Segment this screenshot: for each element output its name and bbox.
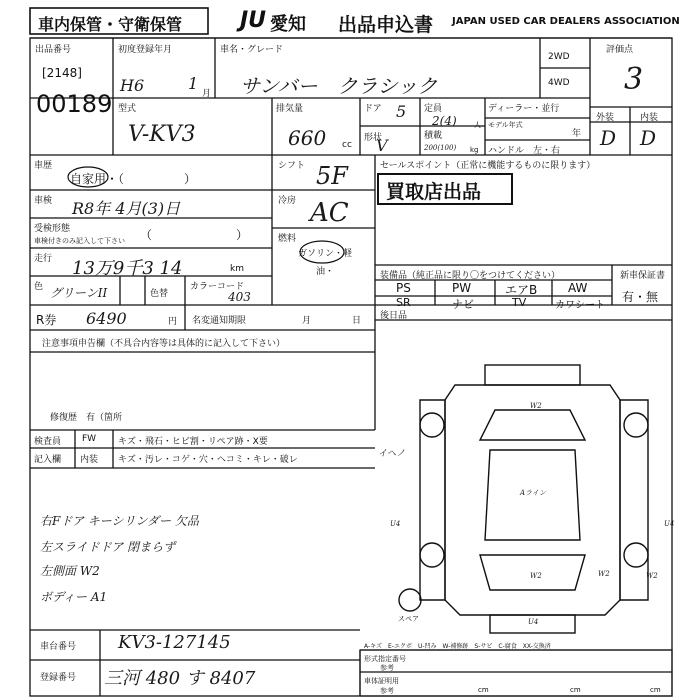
model-year-label: モデル年式: [488, 121, 523, 129]
diagram-mark-w2-top: W2: [530, 402, 542, 410]
ju-logo: JU: [240, 8, 267, 33]
acceptance-value: （ ）: [140, 228, 249, 242]
drive-2wd: 2WD: [548, 52, 570, 62]
note-line-1: 右Fドア キーシリンダー 欠品: [40, 514, 199, 528]
capacity-value: 2(4): [432, 114, 457, 128]
later-items-label: 後日品: [380, 311, 408, 321]
model-label: 型式: [118, 104, 137, 114]
listing-number: 00189: [36, 90, 113, 118]
inspection-label: 車検: [34, 196, 53, 206]
storage-label: 車内保管・守衛保管: [38, 15, 183, 34]
listing-number-label: 出品番号: [35, 45, 72, 55]
inspector-hw-note: イヘノ: [378, 449, 406, 459]
listing-bracket: [2148]: [42, 66, 82, 80]
diagram-mark-w2-rear: W2: [530, 572, 542, 580]
load-unit: kg: [470, 146, 479, 154]
mileage-unit: km: [230, 264, 244, 274]
spare-tire-label: スペア: [398, 615, 419, 623]
diagram-mark-u4-rear: U4: [528, 618, 539, 626]
interior-label: 内装: [640, 113, 659, 123]
handle-label: ハンドル 左・右: [488, 146, 561, 156]
first-reg-unit: 月: [202, 89, 212, 99]
plate-value: 三河 480 す 8407: [104, 668, 256, 689]
chassis-label: 車台番号: [40, 642, 77, 652]
name-change-day: 日: [352, 316, 362, 326]
equip-tv: TV: [512, 296, 527, 309]
color-code-label: カラーコード: [190, 282, 245, 292]
cm-2: cm: [570, 686, 581, 694]
ac-label: 冷房: [278, 196, 297, 206]
capacity-unit: 人: [474, 121, 481, 129]
fw-label: FW: [82, 434, 97, 444]
grade-label: 評価点: [606, 45, 634, 55]
equip-pw: PW: [452, 281, 472, 295]
displacement-unit: cc: [342, 140, 352, 150]
acceptance-note: 車検付きのみ記入して下さい: [34, 237, 125, 245]
color-change-label: 色替: [150, 289, 169, 299]
model-value: V-KV3: [128, 122, 196, 147]
load-value: 200(100): [424, 144, 457, 152]
equip-leather: カワシート: [555, 300, 605, 311]
car-name-value: サンバー クラシック: [240, 74, 438, 98]
cm-1: cm: [478, 686, 489, 694]
name-change-month: 月: [302, 316, 312, 326]
first-reg-month: 1: [188, 74, 199, 93]
warranty-value: 有・無: [622, 290, 659, 304]
drive-4wd: 4WD: [548, 78, 570, 88]
form-number-label: 形式指定番号: [364, 655, 406, 663]
load-label: 積載: [424, 131, 443, 141]
doors-label: ドア: [364, 104, 382, 114]
history-label: 車歴: [34, 161, 53, 171]
acceptance-label: 受検形態: [34, 224, 71, 234]
dealer-label: ディーラー・並行: [488, 104, 560, 114]
fw-text: キズ・飛石・ヒビ割・リペア跡・X要: [118, 437, 268, 447]
diagram-mark-w2-rr: W2: [598, 570, 610, 578]
inspector-entry-label: 記入欄: [34, 455, 62, 465]
note-line-4: ボディー A1: [40, 590, 108, 604]
fuel-options: ガソリン・軽油・: [297, 249, 352, 277]
displacement-label: 排気量: [276, 104, 304, 114]
shift-label: シフト: [278, 161, 306, 171]
shape-label: 形状: [364, 133, 383, 143]
exterior-grade: D: [600, 126, 617, 150]
mileage-value: 13万9千3 14: [72, 258, 183, 279]
association-name: JAPAN USED CAR DEALERS ASSOCIATION: [452, 16, 680, 27]
first-reg-label: 初度登録年月: [118, 45, 173, 55]
first-reg-era: H6: [120, 76, 145, 95]
cm-3: cm: [650, 686, 661, 694]
damage-legend: A-キズ E-エクボ U-凹み W-補修跡 S-サビ C-腐食 XX-交換済: [364, 643, 551, 650]
recycle-label: R券: [36, 313, 57, 327]
exterior-label: 外装: [596, 113, 615, 123]
displacement-value: 660: [288, 126, 327, 150]
seller-stamp: 買取店出品: [386, 181, 482, 203]
interior-insp-text: キズ・汚レ・コゲ・穴・ヘコミ・キレ・破レ: [118, 455, 298, 465]
sales-point-label: セールスポイント（正常に機能するものに限ります）: [380, 161, 596, 171]
org-name: 愛知: [270, 14, 306, 35]
equip-sr: SR: [396, 296, 411, 309]
recycle-value: 6490: [86, 309, 127, 328]
color-label: 色: [34, 282, 44, 292]
car-name-label: 車名・グレード: [220, 45, 284, 55]
mileage-label: 走行: [34, 254, 53, 264]
note-line-3: 左側面 W2: [40, 564, 100, 578]
fuel-label: 燃料: [278, 234, 297, 244]
chassis-value: KV3-127145: [118, 632, 231, 653]
body-cert-sub: 参考: [380, 687, 394, 695]
plate-label: 登録番号: [40, 673, 77, 683]
form-number-sub: 参考: [380, 664, 394, 672]
ac-value: AC: [310, 198, 349, 228]
inspector-label: 検査員: [34, 437, 62, 447]
shape-value: V: [376, 136, 388, 155]
equip-airbag: エアB: [505, 283, 538, 297]
diagram-mark-w2-side: W2: [646, 572, 658, 580]
body-cert-label: 車体証明用: [364, 677, 399, 685]
history-value: 自家用・（ ）: [70, 172, 197, 186]
inspection-value: R8年 4月(3)日: [72, 199, 181, 218]
equip-navi: ナビ: [452, 298, 474, 311]
warranty-label: 新車保証書: [620, 271, 666, 281]
model-year-unit: 年: [572, 129, 582, 139]
shift-value: 5F: [316, 162, 348, 190]
note-line-2: 左スライドドア 閉まらず: [40, 540, 176, 554]
equip-ps: PS: [396, 281, 411, 295]
notes-label: 注意事項申告欄（不具合内容等は具体的に記入して下さい）: [42, 339, 286, 349]
equip-aw: AW: [568, 281, 588, 295]
interior-grade: D: [640, 126, 657, 150]
color-code-value: 403: [228, 290, 251, 304]
diagram-mark-u4-left: U4: [390, 520, 401, 528]
recycle-unit: 円: [168, 317, 178, 327]
form-title: 出品申込書: [338, 14, 434, 36]
repair-history-label: 修復歴 有（箇所: [50, 413, 123, 423]
diagram-mark-roof: Aライン: [520, 489, 546, 497]
name-change-label: 名変通知期限: [192, 316, 247, 326]
capacity-label: 定員: [424, 104, 443, 114]
interior-insp-label: 内装: [80, 455, 99, 465]
doors-value: 5: [396, 102, 407, 121]
equipment-label: 装備品（純正品に限り〇をつけてください）: [380, 271, 561, 281]
color-value: グリーンII: [50, 286, 108, 300]
diagram-mark-u4-right: U4: [664, 520, 675, 528]
grade-value: 3: [624, 62, 644, 97]
